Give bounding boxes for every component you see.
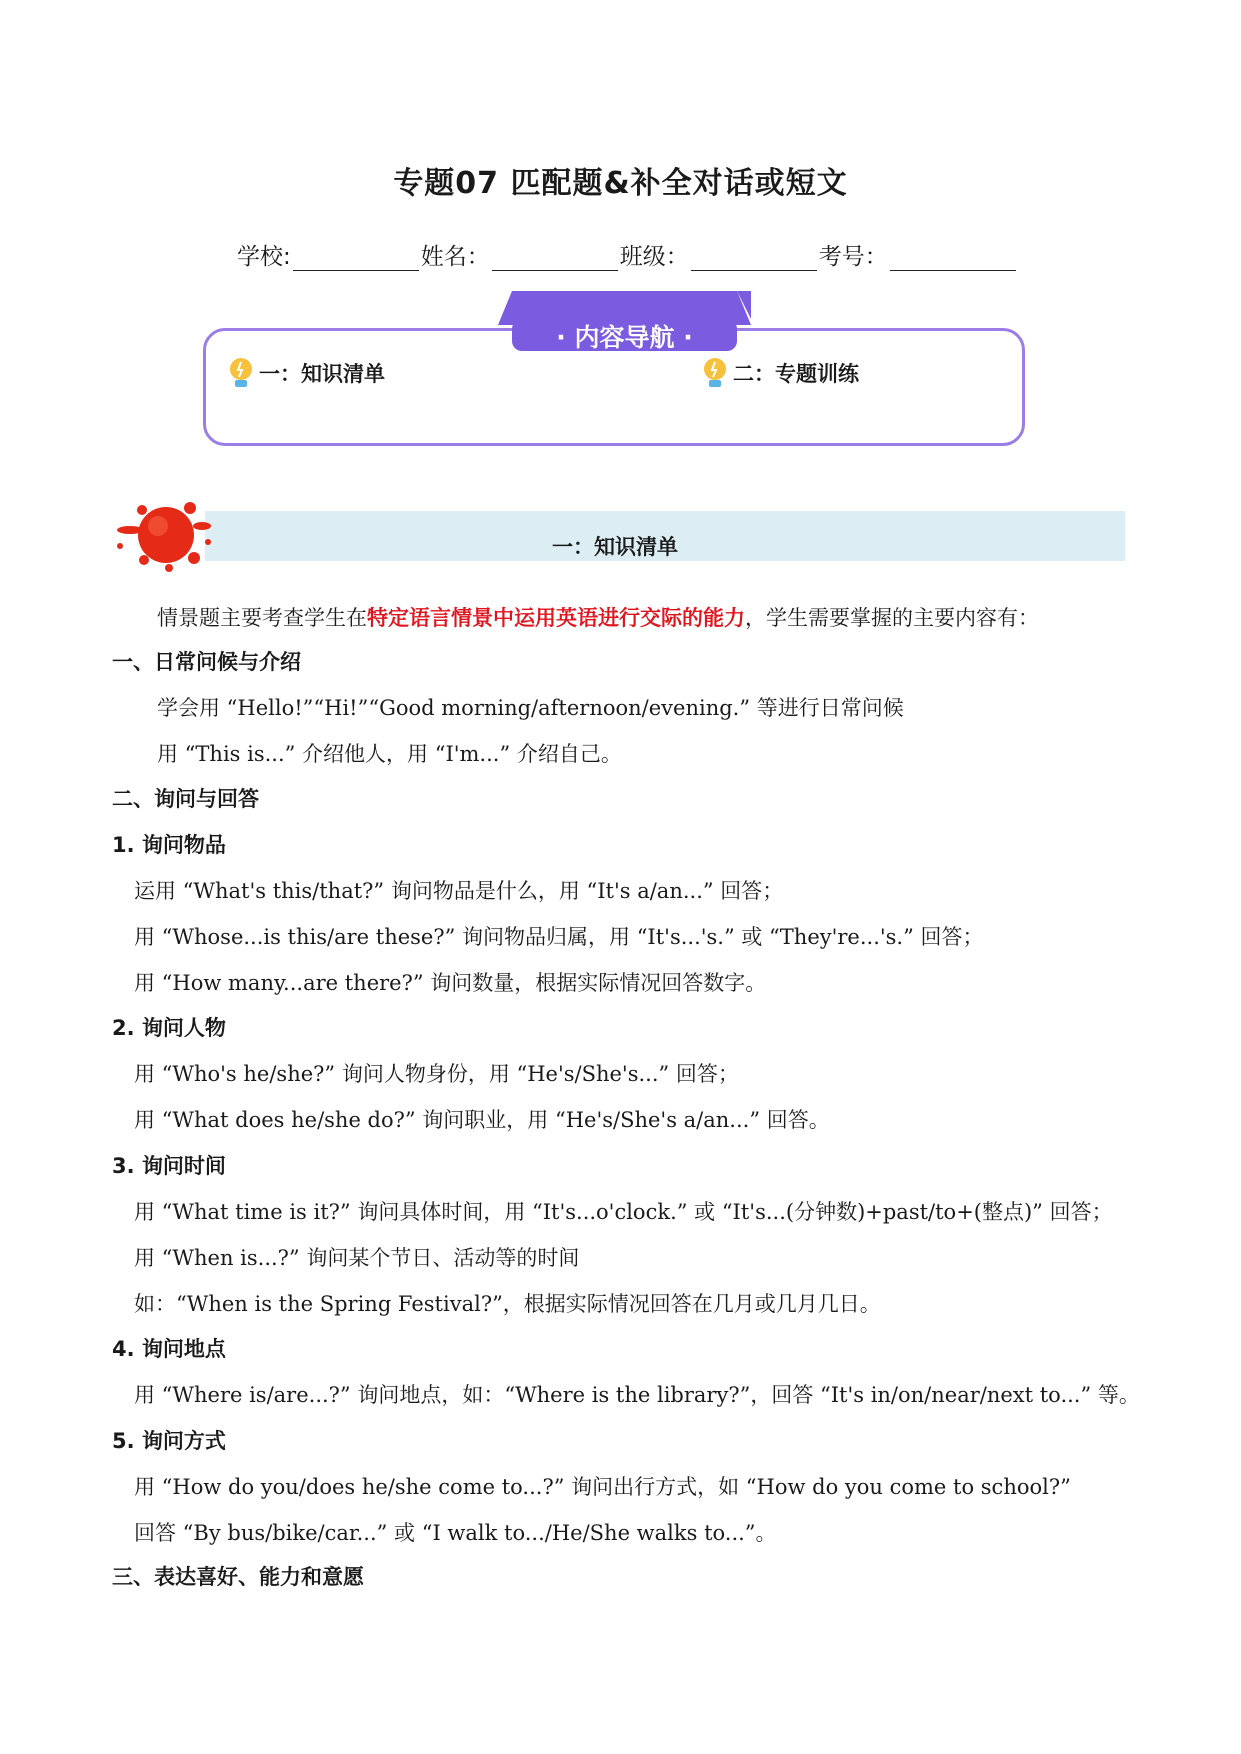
nav-item-training[interactable] — [700, 356, 859, 390]
page-title: 专题07 匹配题&补全对话或短文 — [393, 166, 848, 201]
name-label: 姓名： — [420, 244, 490, 270]
text-line: 用 “Whose...is this/are these?” 询问物品归属，用 “It's...'s.” 或 “They're...'s.” 回答； — [134, 925, 984, 949]
text-line: 回答 “By bus/bike/car...” 或 “I walk to.../He/She walks to...”。 — [134, 1521, 777, 1545]
subheading-place: 4. 询问地点 — [112, 1337, 226, 1361]
class-label: 班级： — [619, 244, 689, 270]
text-line: 如：“When is the Spring Festival?”，根据实际情况回答在几月或几月几日。 — [134, 1292, 881, 1316]
subheading-people: 2. 询问人物 — [112, 1016, 226, 1040]
lightbulb-icon — [226, 356, 256, 390]
class-blank[interactable] — [691, 248, 817, 271]
intro-paragraph — [157, 602, 1039, 632]
section-banner-title: 一：知识清单 — [552, 535, 678, 559]
text-line: 用 “How many...are there?” 询问数量，根据实际情况回答数字。 — [134, 971, 767, 995]
number-label: 考号： — [818, 244, 888, 270]
subheading-objects: 1. 询问物品 — [112, 833, 226, 857]
heading-questions: 二、询问与回答 — [112, 787, 259, 811]
nav-tab-label: · 内容导航 · — [556, 323, 693, 352]
intro-text-end: ，学生需要掌握的主要内容有： — [745, 606, 1039, 630]
school-label: 学校: — [237, 244, 291, 270]
name-blank[interactable] — [492, 248, 618, 271]
subheading-time: 3. 询问时间 — [112, 1154, 226, 1178]
subheading-manner: 5. 询问方式 — [112, 1429, 226, 1453]
text-line: 用 “When is...?” 询问某个节日、活动等的时间 — [134, 1246, 580, 1270]
text-line: 运用 “What's this/that?” 询问物品是什么，用 “It's a/an...” 回答； — [134, 879, 784, 903]
text-line: 学会用 “Hello!”“Hi!”“Good morning/afternoon/evening.” 等进行日常问候 — [157, 696, 904, 720]
paint-splat-icon — [114, 496, 214, 574]
text-line: 用 “What does he/she do?” 询问职业，用 “He's/She's a/an...” 回答。 — [134, 1108, 830, 1132]
intro-highlight: 特定语言情景中运用英语进行交际的能力 — [367, 606, 745, 630]
text-line: 用 “This is...” 介绍他人，用 “I'm...” 介绍自己。 — [157, 742, 622, 766]
lightbulb-icon — [700, 356, 730, 390]
student-info-fields — [237, 238, 1018, 271]
number-blank[interactable] — [890, 248, 1016, 271]
intro-text: 情景题主要考查学生在 — [157, 606, 367, 630]
school-blank[interactable] — [293, 248, 419, 271]
text-line: 用 “How do you/does he/she come to...?” 询问出行方式，如 “How do you come to school?” — [134, 1475, 1071, 1499]
nav-item-training-label: 二：专题训练 — [733, 362, 859, 386]
heading-greetings: 一、日常问候与介绍 — [112, 650, 301, 674]
text-line: 用 “Where is/are...?” 询问地点，如：“Where is the library?”，回答 “It's in/on/near/next to...” 等。 — [134, 1383, 1140, 1407]
text-line: 用 “What time is it?” 询问具体时间，用 “It's...o'clock.” 或 “It's...(分钟数)+past/to+(整点)” 回答； — [134, 1200, 1113, 1224]
nav-item-knowledge-label: 一：知识清单 — [259, 362, 385, 386]
text-line: 用 “Who's he/she?” 询问人物身份，用 “He's/She's...” 回答； — [134, 1062, 739, 1086]
nav-item-knowledge[interactable] — [226, 356, 385, 390]
heading-preferences: 三、表达喜好、能力和意愿 — [112, 1565, 364, 1589]
